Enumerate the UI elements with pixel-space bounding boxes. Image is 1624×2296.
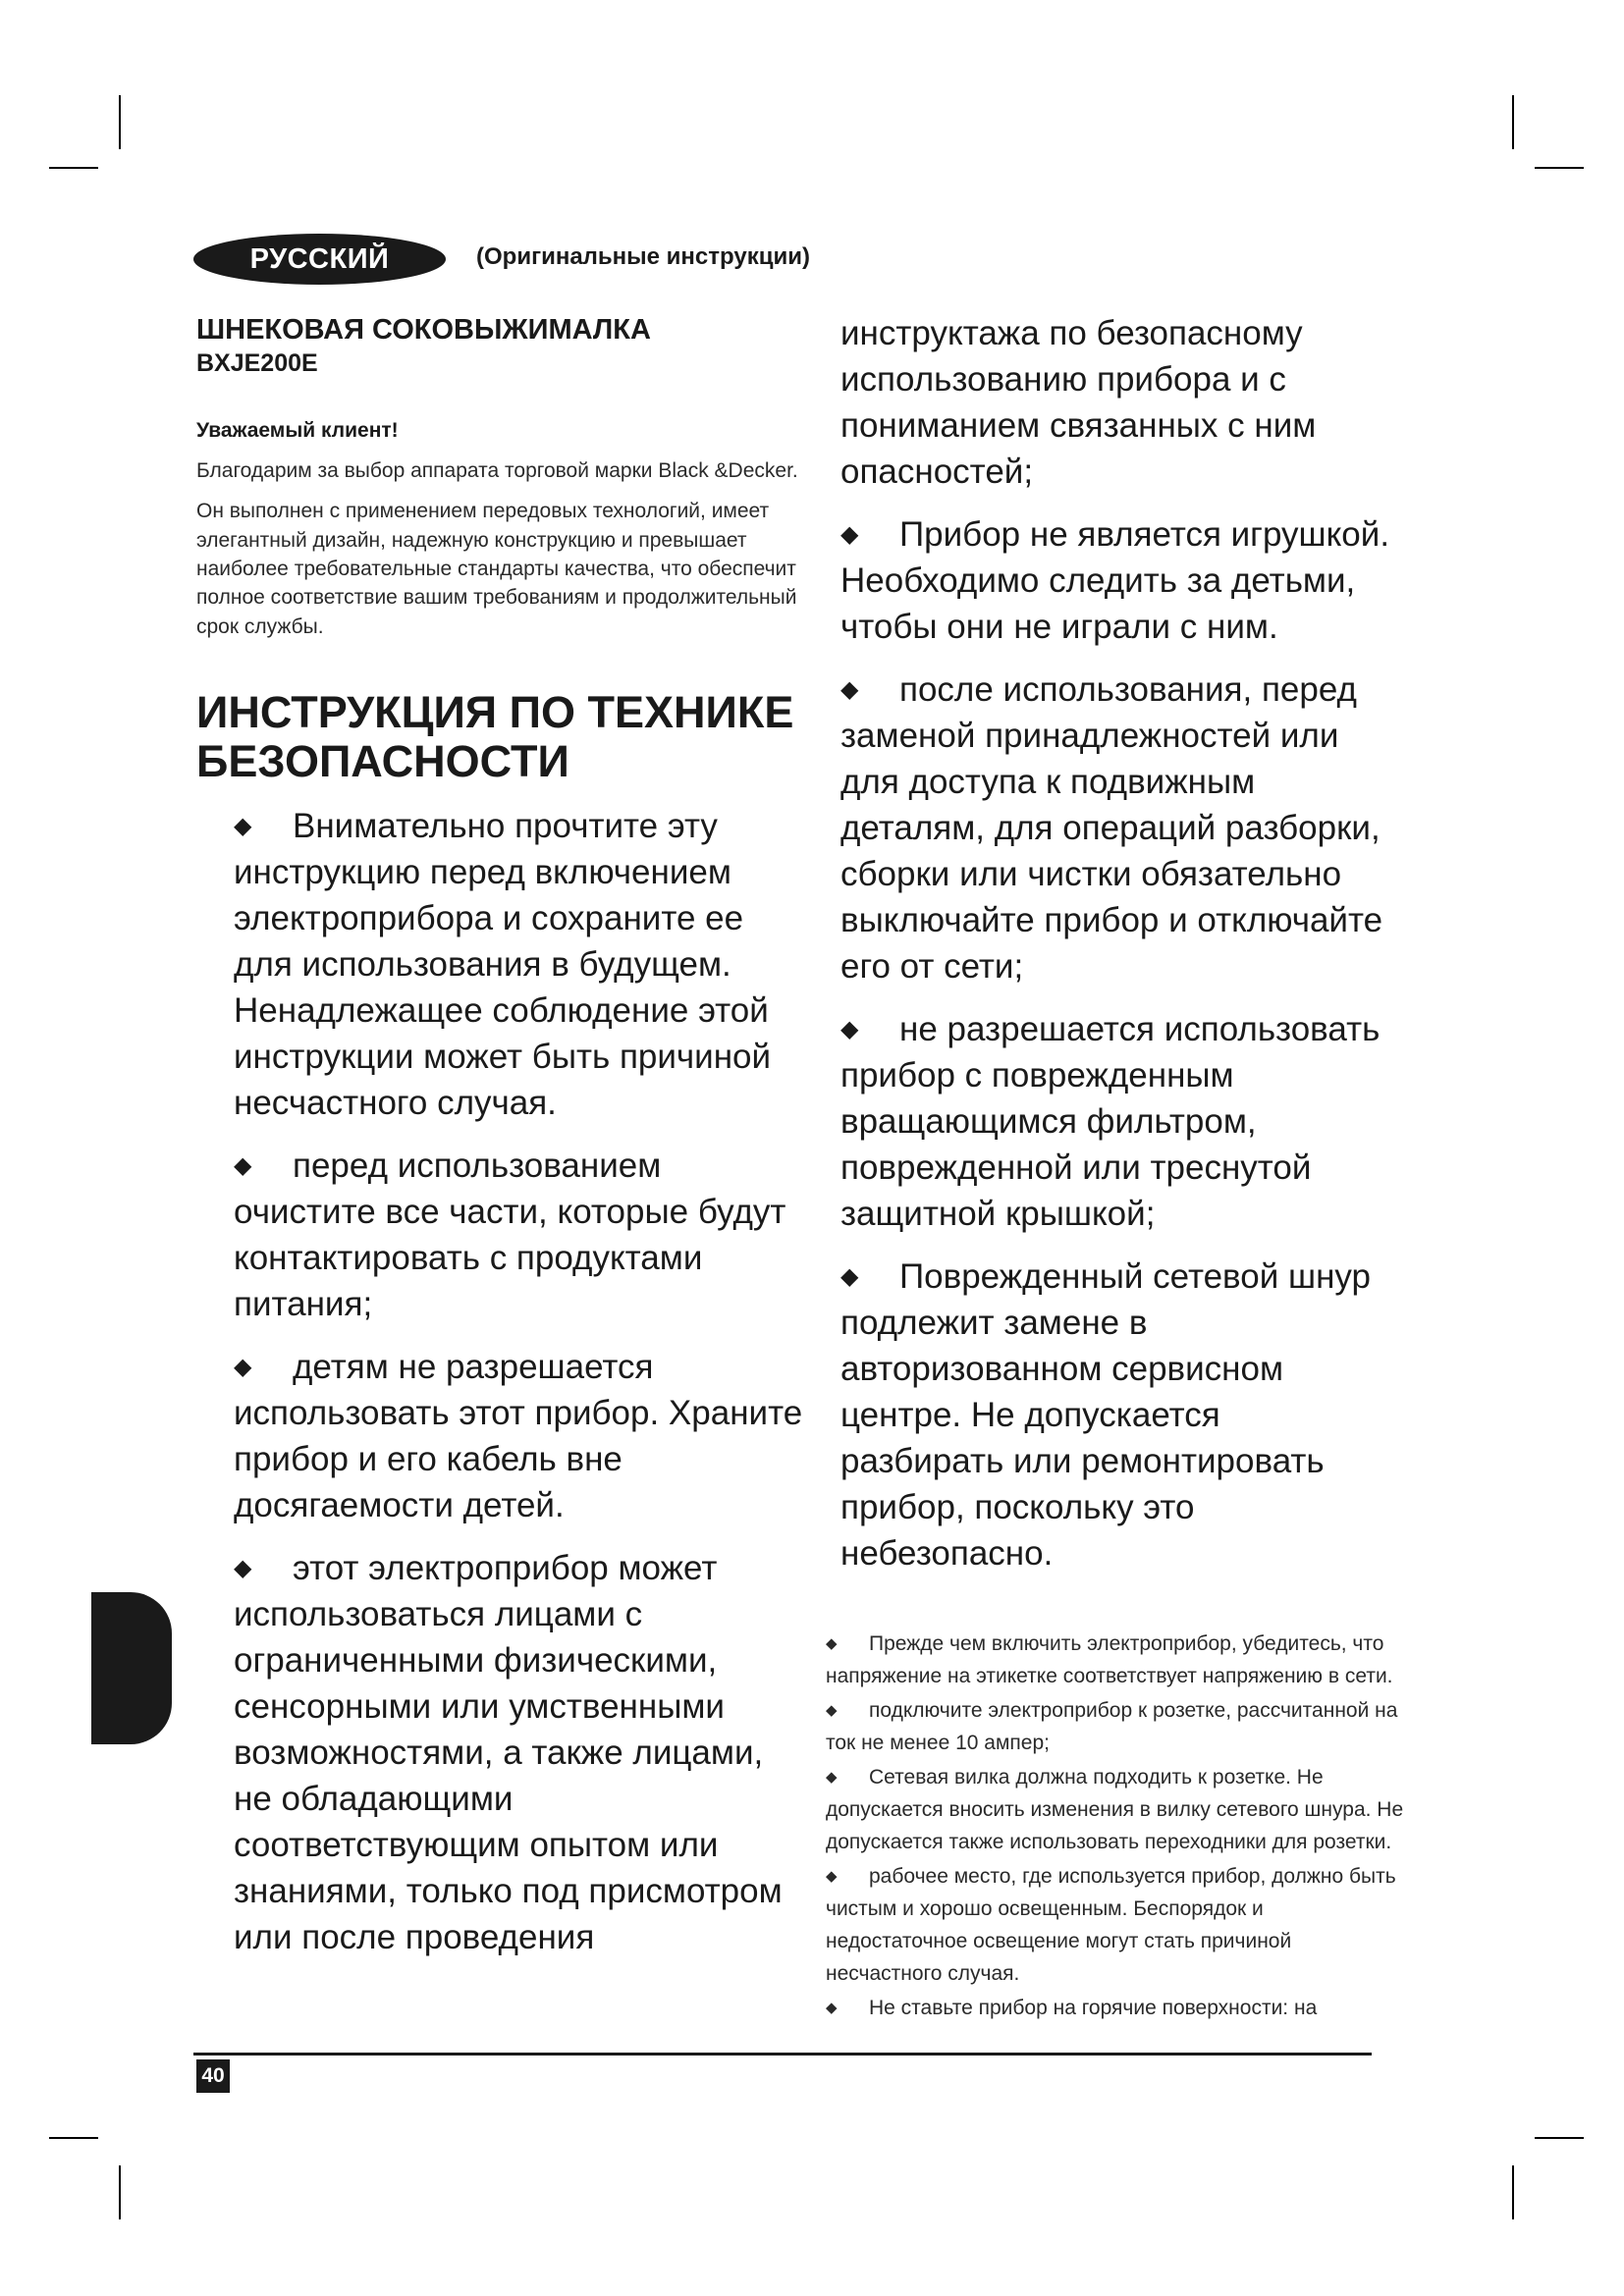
- section-side-tab: [91, 1592, 172, 1744]
- section-heading: ИНСТРУКЦИЯ ПО ТЕХНИКЕ БЕЗОПАСНОСТИ: [196, 687, 794, 787]
- safety-list-left: [196, 803, 805, 1960]
- diamond-bullet-icon: ◆: [234, 812, 252, 839]
- diamond-bullet-icon: ◆: [826, 1868, 838, 1885]
- list-item-text: этот электроприбор может использоваться лицами с ограниченными физическими, сенсорными или умственными возможностями, а также лицами, не обладающими соответствующим опытом или знаниями, только под присмотром или после проведения: [234, 1548, 783, 1956]
- list-item: [826, 1628, 1405, 1692]
- language-label: РУССКИЙ: [249, 242, 390, 275]
- crop-mark: [119, 95, 121, 149]
- list-item-text: детям не разрешается использовать этот прибор. Храните прибор и его кабель вне досягаемости детей.: [234, 1347, 803, 1524]
- list-item-text: Поврежденный сетевой шнур подлежит замене в авторизованном сервисном центре. Не допускается разбирать или ремонтировать прибор, поскольку это небезопасно.: [840, 1257, 1371, 1573]
- safety-list-right: [840, 511, 1390, 1576]
- list-item-text: Внимательно прочтите эту инструкцию перед включением электроприбора и сохраните ее для использования в будущем. Ненадлежащее соблюдение этой инструкции может быть причиной несчастного случая.: [234, 806, 772, 1122]
- intro-paragraph: Благодарим за выбор аппарата торговой марки Black &Decker.: [196, 458, 798, 482]
- list-item-text: подключите электроприбор к розетке, рассчитанной на ток не менее 10 ампер;: [826, 1699, 1398, 1754]
- product-model: BXJE200E: [196, 349, 318, 378]
- crop-mark: [1535, 2137, 1584, 2139]
- crop-mark: [1512, 2165, 1514, 2219]
- list-item: [826, 1860, 1405, 1990]
- crop-mark: [119, 2165, 121, 2219]
- crop-mark: [1535, 167, 1584, 169]
- diamond-bullet-icon: ◆: [826, 2000, 838, 2016]
- safety-list-small: [826, 1628, 1405, 2024]
- right-column: [826, 310, 1404, 2026]
- greeting: Уважаемый клиент!: [196, 418, 399, 442]
- list-item: [826, 1992, 1405, 2024]
- list-item: [840, 1254, 1390, 1576]
- list-item-text: рабочее место, где используется прибор, должно быть чистым и хорошо освещенным. Беспорядок и недостаточное освещение могут стать причиной несчастного случая.: [826, 1865, 1396, 1985]
- diamond-bullet-icon: ◆: [826, 1635, 838, 1652]
- left-column: [196, 312, 805, 1977]
- list-item: [234, 1344, 805, 1528]
- list-item-text: Сетевая вилка должна подходить к розетке. Не допускается вносить изменения в вилку сетевого шнура. Не допускается также использовать переходники для розетки.: [826, 1766, 1404, 1853]
- diamond-bullet-icon: ◆: [840, 1016, 859, 1042]
- list-item: [826, 1694, 1405, 1759]
- list-item: [234, 1545, 805, 1960]
- product-title: ШНЕКОВАЯ СОКОВЫЖИМАЛКА: [196, 314, 651, 346]
- list-item-text: после использования, перед заменой принадлежностей или для доступа к подвижным деталям, для операций разборки, сборки или чистки обязательно выключайте прибор и отключайте его от сети;: [840, 670, 1383, 986]
- continuation-text: инструктажа по безопасному использованию прибора и с пониманием связанных с ним опасностей;: [840, 314, 1317, 491]
- page-number: [196, 2059, 230, 2093]
- list-item: [234, 1143, 805, 1327]
- list-item: [840, 667, 1390, 989]
- list-item-text: Прибор не является игрушкой. Необходимо следить за детьми, чтобы они не играли с ним.: [840, 515, 1390, 646]
- diamond-bullet-icon: ◆: [234, 1151, 252, 1179]
- footer-rule: [193, 2053, 1372, 2056]
- diamond-bullet-icon: ◆: [826, 1769, 838, 1786]
- list-item: [840, 1006, 1390, 1237]
- diamond-bullet-icon: ◆: [840, 1263, 859, 1290]
- page-number-label: 40: [201, 2064, 225, 2087]
- list-item: [840, 511, 1390, 650]
- list-item-text: Прежде чем включить электроприбор, убедитесь, что напряжение на этикетке соответствует напряжению в сети.: [826, 1632, 1393, 1687]
- list-item-text: перед использованием очистите все части, которые будут контактировать с продуктами питания;: [234, 1146, 786, 1323]
- language-badge: [193, 234, 446, 285]
- instructions-subtitle: (Оригинальные инструкции): [476, 243, 810, 270]
- diamond-bullet-icon: ◆: [840, 521, 859, 548]
- diamond-bullet-icon: ◆: [840, 676, 859, 703]
- diamond-bullet-icon: ◆: [234, 1554, 252, 1581]
- list-item: [826, 1761, 1405, 1858]
- intro-paragraph: Он выполнен с применением передовых технологий, имеет элегантный дизайн, надежную конструкцию и превышает наиболее требовательные стандарты качества, что обеспечит полное соответствие вашим требованиям и продолжительный срок службы.: [196, 500, 797, 638]
- list-item: [234, 803, 805, 1126]
- diamond-bullet-icon: ◆: [826, 1702, 838, 1719]
- crop-mark: [1512, 95, 1514, 149]
- crop-mark: [49, 2137, 98, 2139]
- diamond-bullet-icon: ◆: [234, 1353, 252, 1380]
- crop-mark: [49, 167, 98, 169]
- list-item-text: не разрешается использовать прибор с поврежденным вращающимся фильтром, поврежденной или треснутой защитной крышкой;: [840, 1010, 1380, 1233]
- list-item-text: Не ставьте прибор на горячие поверхности: на: [869, 1997, 1318, 2019]
